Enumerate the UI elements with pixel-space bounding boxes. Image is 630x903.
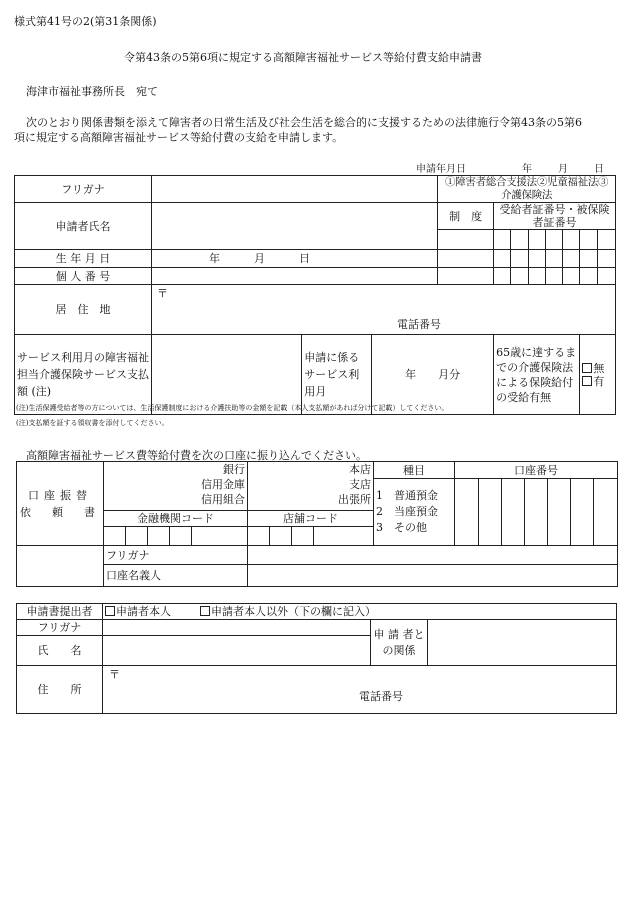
furigana-label: フリガナ [15, 176, 152, 203]
account-digit[interactable] [479, 479, 502, 546]
cert-number-label: 受給者証番号・被保険者証番号 [494, 203, 616, 230]
bank-label: 口座振替 依 頼 書 [17, 462, 104, 546]
submitter-furigana-label: フリガナ [17, 620, 103, 636]
service-year: 年 [405, 368, 417, 381]
cert-digit[interactable] [597, 230, 615, 250]
submitter-address-label: 住 所 [17, 666, 103, 714]
applicant-name-label: 申請者氏名 [15, 203, 152, 250]
intro-line-2: 項に規定する高額障害福祉サービス等給付費の支給を申請します。 [14, 131, 344, 144]
inst-digit[interactable] [148, 527, 170, 546]
account-digit[interactable] [525, 479, 548, 546]
submitter-options [103, 604, 617, 620]
type-ordinary[interactable]: 1 普通預金 [376, 489, 439, 502]
personal-number-label: 個 人 番 号 [15, 268, 152, 285]
holder-furigana-label: フリガナ [104, 546, 248, 565]
application-date-day: 日 [594, 164, 604, 175]
bank-name-credit: 信用金庫 [201, 478, 246, 491]
postal-mark: 〒 [157, 287, 169, 300]
residence-phone-label: 電話番号 [397, 318, 442, 331]
type-other[interactable]: 3 その他 [376, 521, 428, 534]
branch-code-label: 店舗コード [248, 511, 374, 527]
application-date-month: 月 [558, 164, 568, 175]
application-date-year: 年 [522, 164, 532, 175]
submitter-table [16, 603, 617, 714]
cert-digit[interactable] [545, 230, 562, 250]
residence-field[interactable] [152, 285, 616, 335]
note-1: (注)生活保護受給者等の方については、生活保護制度における介護扶助等の金額を記載（本人支払額があれば分けて記載）してください。 [16, 404, 449, 412]
form-number: 様式第41号の2(第31条関係) [14, 15, 157, 28]
option-self[interactable]: 申請者本人 [116, 605, 171, 618]
birth-year: 年 [209, 252, 221, 265]
application-date-label: 申請年月日 [416, 164, 466, 175]
page-title: 令第43条の5第6項に規定する高額障害福祉サービス等給付費支給申請書 [124, 51, 482, 64]
inst-digit[interactable] [126, 527, 148, 546]
account-type-label: 種目 [374, 462, 455, 479]
service-month-label: 申請に係るサービス利用月 [302, 335, 372, 415]
submitter-label: 申請書提出者 [17, 604, 103, 620]
branch-digit[interactable] [248, 527, 270, 546]
cert-digit[interactable] [563, 230, 580, 250]
branch-head: 本店 [349, 463, 372, 476]
law-options[interactable]: ①障害者総合支援法②児童福祉法③介護保険法 [438, 176, 616, 203]
submitter-phone-label: 電話番号 [359, 690, 403, 703]
cert-digit[interactable] [494, 230, 511, 250]
applicant-table [14, 175, 616, 415]
account-digit[interactable] [571, 479, 594, 546]
cert-digit[interactable] [580, 230, 597, 250]
type-current[interactable]: 2 当座預金 [376, 505, 439, 518]
inst-digit[interactable] [104, 527, 126, 546]
option-none[interactable]: 無 [582, 362, 613, 375]
system-field[interactable] [438, 230, 494, 250]
relation-label: 申 請 者との関係 [371, 620, 428, 666]
system-label: 制 度 [438, 203, 494, 230]
furigana-field[interactable] [152, 176, 438, 203]
account-digit[interactable] [594, 479, 618, 546]
residence-label: 居 住 地 [15, 285, 152, 335]
account-number-label: 口座番号 [455, 462, 618, 479]
bank-type-field[interactable] [104, 462, 248, 511]
cert-extra[interactable] [438, 250, 494, 268]
checkbox-none[interactable] [582, 363, 592, 373]
bank-heading: 高額障害福祉サービス費等給付費を次の口座に振り込んでください。 [26, 449, 367, 462]
option-other[interactable]: 申請者本人以外（下の欄に記入） [211, 605, 376, 618]
branch-digit[interactable] [292, 527, 314, 546]
addressee: 海津市福祉事務所長 宛て [26, 85, 158, 98]
birth-day: 日 [299, 252, 311, 265]
branch-type-field[interactable] [248, 462, 374, 511]
account-type-options[interactable] [374, 479, 455, 546]
submitter-furigana-field[interactable] [103, 620, 371, 636]
branch-digit[interactable] [270, 527, 292, 546]
checkbox-self[interactable] [105, 606, 115, 616]
age65-label: 65歳に達するまでの介護保険法による保険給付の受給有無 [494, 335, 580, 415]
birth-month: 月 [254, 252, 266, 265]
birth-date-field[interactable] [152, 250, 438, 268]
bank-table [16, 461, 618, 587]
holder-field[interactable] [248, 565, 618, 587]
account-digit[interactable] [502, 479, 525, 546]
submitter-postal-mark: 〒 [109, 668, 120, 681]
holder-label: 口座名義人 [104, 565, 248, 587]
cert-digit[interactable] [511, 230, 528, 250]
cert-digit[interactable] [528, 230, 545, 250]
service-amount-label: サービス利用月の障害福祉担当介護保険サービス支払額 (注) [15, 335, 152, 415]
age65-options [580, 335, 616, 415]
holder-furigana-field[interactable] [248, 546, 618, 565]
submitter-name-label: 氏 名 [17, 636, 103, 666]
inst-digit[interactable] [170, 527, 192, 546]
account-digit[interactable] [455, 479, 479, 546]
bank-name-union: 信用組合 [201, 493, 246, 506]
branch-sub: 出張所 [338, 493, 372, 506]
account-digit[interactable] [548, 479, 571, 546]
applicant-name-field[interactable] [152, 203, 438, 250]
personal-number-field[interactable] [152, 268, 438, 285]
note-2: (注)支払額を証する領収書を添付してください。 [16, 419, 169, 427]
checkbox-yes[interactable] [582, 376, 592, 386]
birth-date-label: 生 年 月 日 [15, 250, 152, 268]
bank-name-bank: 銀行 [223, 463, 246, 476]
intro-line-1: 次のとおり関係書類を添えて障害者の日常生活及び社会生活を総合的に支援するための法律施行令第43条の5第6 [26, 116, 582, 129]
service-month-unit: 月分 [438, 368, 461, 381]
institution-code-label: 金融機関コード [104, 511, 248, 527]
submitter-address-field[interactable] [103, 666, 617, 714]
option-yes[interactable]: 有 [582, 375, 613, 388]
submitter-name-field[interactable] [103, 636, 371, 666]
branch-branch: 支店 [349, 478, 372, 491]
relation-field[interactable] [428, 620, 617, 666]
checkbox-other[interactable] [200, 606, 210, 616]
